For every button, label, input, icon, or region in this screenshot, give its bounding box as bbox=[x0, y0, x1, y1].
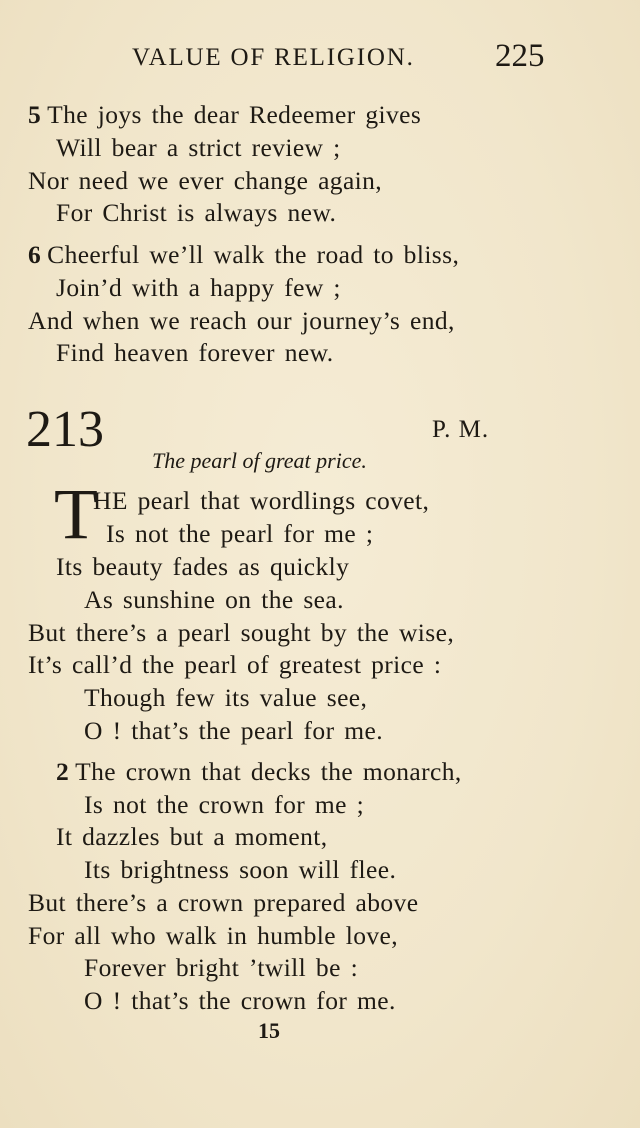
signature-mark: 15 bbox=[258, 1018, 280, 1043]
hymn-number: 213 bbox=[26, 401, 104, 458]
verse-line: Nor need we ever change again, bbox=[28, 166, 383, 195]
verse-line: But there’s a crown prepared above bbox=[28, 888, 419, 917]
verse-line: O ! that’s the pearl for me. bbox=[84, 716, 383, 745]
verse-line: Its brightness soon will flee. bbox=[84, 855, 397, 884]
verse-line: As sunshine on the sea. bbox=[84, 585, 344, 614]
verse-line: And when we reach our journey’s end, bbox=[28, 306, 455, 335]
verse-line: O ! that’s the crown for me. bbox=[84, 986, 396, 1015]
stanza-number: 6 bbox=[28, 240, 42, 269]
hymn-title: The pearl of great price. bbox=[152, 448, 367, 473]
verse-line: Find heaven forever new. bbox=[56, 338, 334, 367]
stanza-number: 5 bbox=[28, 100, 42, 129]
verse-line: Is not the pearl for me ; bbox=[106, 519, 374, 548]
verse-line: Is not the crown for me ; bbox=[84, 790, 365, 819]
verse-line: Will bear a strict review ; bbox=[56, 133, 341, 162]
drop-cap: T bbox=[54, 474, 98, 554]
verse-line: For all who walk in humble love, bbox=[28, 921, 399, 950]
stanza-6-line-1 bbox=[28, 240, 459, 270]
stanza-number: 2 bbox=[56, 757, 70, 786]
page-number: 225 bbox=[495, 38, 545, 74]
verse-line: The crown that decks the monarch, bbox=[75, 757, 462, 786]
verse-line: It dazzles but a moment, bbox=[56, 822, 328, 851]
verse-line: Cheerful we’ll walk the road to bliss, bbox=[47, 240, 460, 269]
verse-line: Forever bright ’twill be : bbox=[84, 953, 359, 982]
hymn-meter: P. M. bbox=[432, 416, 490, 443]
verse-line: The joys the dear Redeemer gives bbox=[47, 100, 422, 129]
stanza-5-line-1 bbox=[28, 100, 421, 130]
verse-line: But there’s a pearl sought by the wise, bbox=[28, 618, 455, 647]
verse-line: Join’d with a happy few ; bbox=[56, 273, 341, 302]
verse-line: Though few its value see, bbox=[84, 683, 368, 712]
running-title: VALUE OF RELIGION. bbox=[132, 44, 415, 71]
verse-line: For Christ is always new. bbox=[56, 198, 337, 227]
verse-line: Its beauty fades as quickly bbox=[56, 552, 350, 581]
verse-line: It’s call’d the pearl of greatest price : bbox=[28, 650, 442, 679]
verse-line: HE pearl that wordlings covet, bbox=[93, 486, 430, 515]
stanza-2-line-1 bbox=[56, 757, 462, 787]
